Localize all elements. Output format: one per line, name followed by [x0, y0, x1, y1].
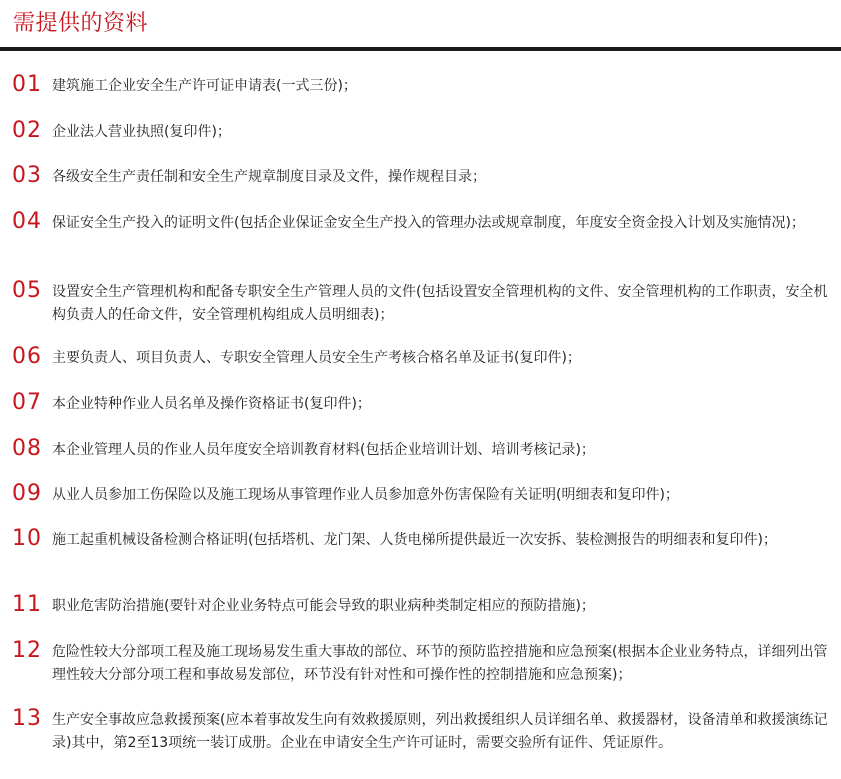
item-number: 02 — [12, 118, 42, 143]
item-text: 危险性较大分部项工程及施工现场易发生重大事故的部位、环节的预防监控措施和应急预案(根据本企业业务特点，详细列出管理性较大分部分项工程和事故易发部位，环节没有针对性和可操作性的控制措施和应急预案)； — [52, 644, 828, 683]
item-number: 11 — [12, 592, 42, 617]
item-number: 09 — [12, 481, 42, 506]
item-text: 主要负责人、项目负责人、专职安全管理人员安全生产考核合格名单及证书(复印件)； — [52, 350, 581, 366]
item-number: 04 — [12, 209, 42, 234]
item-number: 10 — [12, 526, 42, 551]
item-number: 12 — [12, 638, 42, 663]
item-text: 从业人员参加工伤保险以及施工现场从事管理作业人员参加意外伤害保险有关证明(明细表和复印件)； — [52, 487, 679, 503]
item-text: 生产安全事故应急救援预案(应本着事故发生向有效救援原则，列出救援组织人员详细名单、救援器材，设备清单和救援演练记录)其中，第2至13项统一装订成册。企业在申请安全生产许可证时，需要交验所有证件、凭证原件。 — [52, 712, 828, 751]
item-number: 13 — [12, 706, 42, 731]
item-text: 建筑施工企业安全生产许可证申请表(一式三份)； — [52, 78, 357, 94]
item-number: 03 — [12, 163, 42, 188]
item-number: 01 — [12, 72, 42, 97]
item-number: 06 — [12, 344, 42, 369]
item-text: 施工起重机械设备检测合格证明(包括塔机、龙门架、人货电梯所提供最近一次安拆、装检测报告的明细表和复印件)； — [52, 532, 777, 548]
item-text: 企业法人营业执照(复印件)； — [52, 124, 231, 140]
item-number: 05 — [12, 278, 42, 303]
item-text: 保证安全生产投入的证明文件(包括企业保证金安全生产投入的管理办法或规章制度，年度安全资金投入计划及实施情况)； — [52, 215, 805, 231]
item-number: 07 — [12, 390, 42, 415]
section-header — [0, 0, 841, 50]
item-number: 08 — [12, 436, 42, 461]
item-text: 设置安全生产管理机构和配备专职安全生产管理人员的文件(包括设置安全管理机构的文件、安全管理机构的工作职责，安全机构负责人的任命文件，安全管理机构组成人员明细表)； — [52, 284, 828, 323]
page-title: 需提供的资料 — [13, 11, 149, 36]
item-text: 职业危害防治措施(要针对企业业务特点可能会导致的职业病种类制定相应的预防措施)； — [52, 598, 595, 614]
item-text: 各级安全生产责任制和安全生产规章制度目录及文件，操作规程目录； — [52, 169, 486, 185]
item-text: 本企业管理人员的作业人员年度安全培训教育材料(包括企业培训计划、培训考核记录)； — [52, 442, 595, 458]
item-text: 本企业特种作业人员名单及操作资格证书(复印件)； — [52, 396, 371, 412]
header-divider — [0, 47, 841, 51]
